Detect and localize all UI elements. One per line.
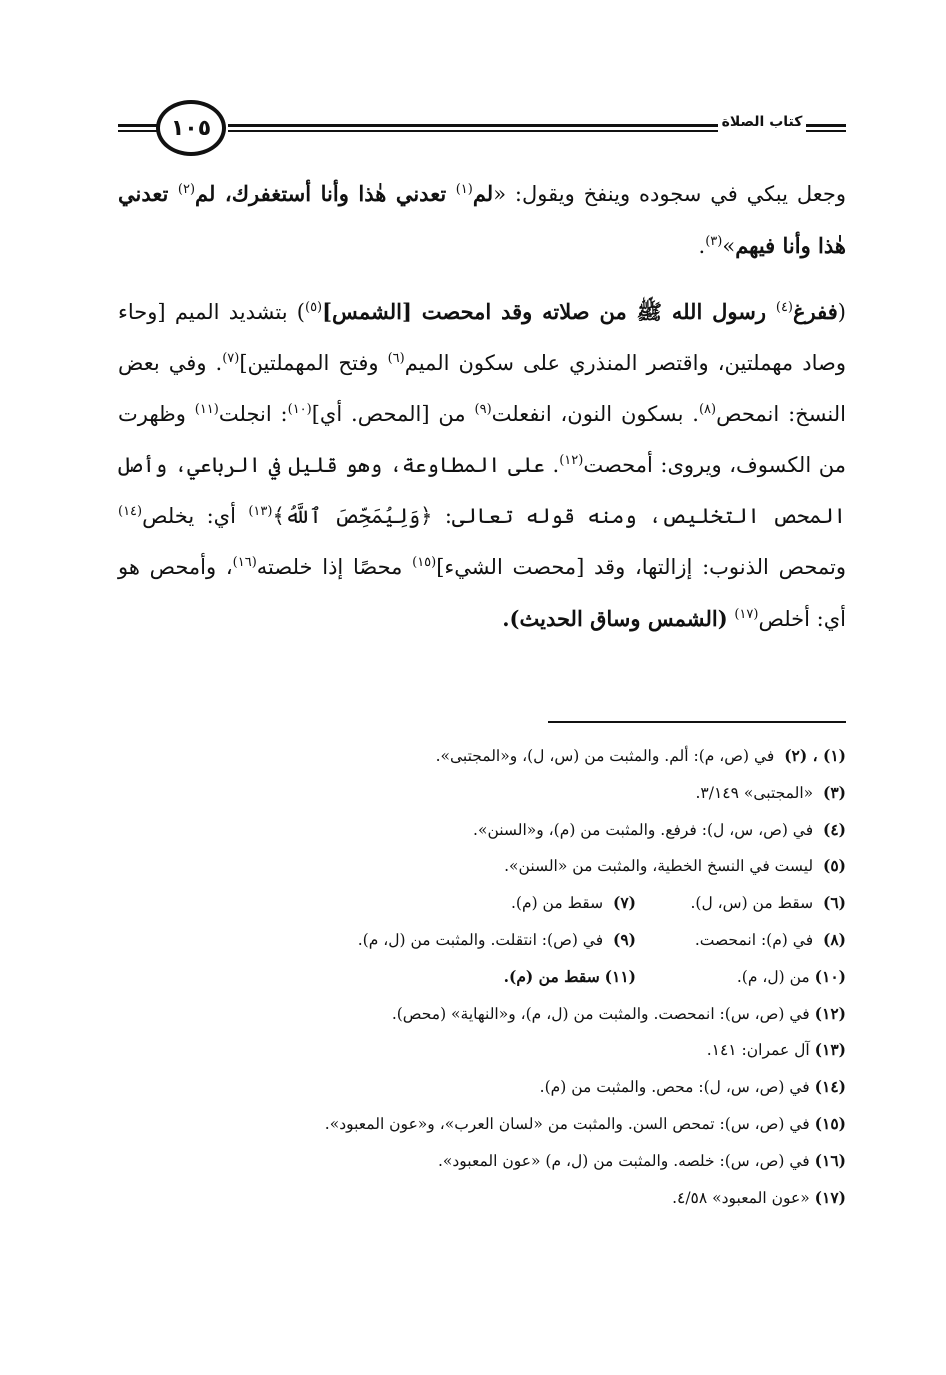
footnote-ref: (١٧) <box>734 607 759 622</box>
footnote-number: (٥) <box>822 856 846 876</box>
footnote-number: (١٧) <box>814 1187 846 1207</box>
text-run: محصًا إذا خلصته <box>256 555 413 579</box>
footnote-text: في (ص): انتقلت. والمثبت من (ل، م). <box>357 930 604 949</box>
footnote-number: (١٣) <box>814 1040 846 1060</box>
footnote-text: من (ل، م). <box>736 967 810 986</box>
footnote-number: (١٤) <box>814 1077 846 1097</box>
footnote-number: (١) ، (٢) <box>784 746 846 765</box>
footnote-text: سقط من (م). <box>503 966 600 986</box>
footnote <box>118 812 846 849</box>
footnote <box>636 885 846 922</box>
footnote-number: (١٦) <box>814 1150 846 1170</box>
footnote-number: (٨) <box>822 929 846 949</box>
text-run: . على المطاوعة، وهو قليل في الرباعي، وأصل المحص التخليص، ومنه قوله تعالى: ﴿وَلِيُمَحِّصَ ٱللَّهُ﴾ <box>118 453 846 528</box>
footnote-ref: (٧) <box>222 351 240 366</box>
footnote-text: سقط من (س، ل). <box>690 894 814 913</box>
footnote-ref: (١٢) <box>559 453 584 468</box>
footnote-number: (٧) <box>612 893 636 913</box>
text-run: . وفي بعض النسخ: انمحص <box>118 351 846 426</box>
hadith-text: تعدني هٰذا وأنا أستغفرك، لم <box>195 181 456 206</box>
page-number: ١٠٥ <box>156 100 226 156</box>
footnote-text: ليست في النسخ الخطية، والمثبت من «السنن». <box>504 857 814 876</box>
page-header <box>118 96 846 160</box>
footnote-number: (١٠) <box>814 966 846 986</box>
footnotes <box>118 738 846 1216</box>
text-run: : انجلت <box>218 402 288 426</box>
header-rule <box>118 130 158 132</box>
footnote-text: سقط من (م). <box>511 894 604 913</box>
text-run: » <box>722 234 736 258</box>
footnote <box>426 885 636 922</box>
footnote-ref: (١٣) <box>248 504 273 519</box>
footnote-text: آل عمران: ١٤١. <box>706 1041 810 1060</box>
header-rule <box>228 124 718 127</box>
text-run: من [المحص. أي] <box>311 402 475 426</box>
footnote-number: (١٥) <box>814 1113 846 1133</box>
footnote-ref: (٤) <box>775 300 793 315</box>
text-run: أي: يخلص <box>142 504 249 528</box>
footnote-ref: (١١) <box>194 402 219 417</box>
footnote <box>426 959 636 996</box>
text-run: وظهرت من الكسوف، ويروى: أمحصت <box>118 402 846 477</box>
running-title: كتاب الصلاة <box>718 114 806 130</box>
footnote-text: «عون المعبود» ٤/٥٨. <box>672 1188 810 1207</box>
hadith-text: ففرغ <box>793 299 838 324</box>
footnote-ref: (٩) <box>474 402 492 417</box>
footnote-ref: (١٠) <box>287 402 312 417</box>
paragraph <box>118 168 846 272</box>
footnote-pair <box>118 959 846 996</box>
footnote <box>636 922 846 959</box>
main-text <box>118 168 846 645</box>
text-run: . بسكون النون، انفعلت <box>491 402 699 426</box>
footnote-text: «المجتبى» ٣/١٤٩. <box>695 783 814 802</box>
footnote <box>118 775 846 812</box>
text-run: . <box>698 234 706 258</box>
text-run: وفتح المهملتين] <box>239 351 388 375</box>
footnote-ref: (١٦) <box>232 555 257 570</box>
footnote-text: في (ص، م): ألم. والمثبت من (س، ل)، و«المجتبى». <box>435 747 775 765</box>
footnote <box>118 1180 846 1217</box>
footnote-number: (٦) <box>822 893 846 913</box>
hadith-text: رسول الله ﷺ من صلاته وقد امحصت [الشمس] <box>322 299 776 324</box>
text-run: ( <box>837 300 846 324</box>
footnote-number: (٤) <box>822 819 846 839</box>
hadith-text: (الشمس وساق الحديث). <box>502 606 728 631</box>
footnote <box>118 848 846 885</box>
footnote <box>356 922 636 959</box>
footnote <box>118 1143 846 1180</box>
footnote <box>118 738 846 775</box>
footnote-pair <box>118 922 846 959</box>
header-rule <box>806 130 846 132</box>
footnote-ref: (١) <box>455 182 473 197</box>
footnote-number: (١٢) <box>814 1003 846 1023</box>
footnote-ref: (٢) <box>177 182 196 197</box>
footnote-text: في (ص، س): خلصه. والمثبت من (ل، م) «عون المعبود». <box>437 1151 810 1170</box>
text-run: وتمحص الذنوب: إزالتها، وقد [محصت الشيء] <box>436 555 846 579</box>
footnote <box>118 1069 846 1106</box>
footnote <box>636 959 846 996</box>
footnote-ref: (٣) <box>705 234 723 249</box>
footnote-number: (٩) <box>612 929 636 949</box>
footnote <box>118 1032 846 1069</box>
hadith-text: تعدني هٰذا وأنا فيهم <box>118 181 846 258</box>
footnote-ref: (٥) <box>304 300 323 315</box>
text-run: وجعل يبكي في سجوده وينفخ ويقول: « <box>493 182 846 206</box>
text-run: ) بتشديد الميم [وحاء وصاد مهملتين، واقتصر المنذري على سكون الميم <box>118 300 846 375</box>
footnote-number: (١١) <box>604 966 636 986</box>
footnote-ref: (٦) <box>387 351 405 366</box>
footnote-separator <box>548 721 846 723</box>
footnote-number: (٣) <box>822 782 846 802</box>
header-rule <box>118 124 158 127</box>
footnote-text: في (ص، س، ل): فرفع. والمثبت من (م)، و«السنن». <box>473 820 814 839</box>
footnote-text: في (م): انمحصت. <box>694 930 814 949</box>
footnote-text: في (ص، س): انمحصت. والمثبت من (ل، م)، و«النهاية» (محص). <box>391 1004 810 1023</box>
footnote-ref: (١٤) <box>118 504 143 519</box>
paragraph <box>118 286 846 645</box>
text-run: ، وأمحص هو أي: أخلص <box>118 555 846 631</box>
footnote-text: في (ص، س): تمحص السن. والمثبت من «لسان العرب»، و«عون المعبود». <box>324 1114 810 1133</box>
hadith-text: لم <box>472 181 494 206</box>
footnote-ref: (١٥) <box>412 555 437 570</box>
footnote-pair <box>118 885 846 922</box>
header-rule <box>228 130 718 132</box>
footnote <box>118 1106 846 1143</box>
footnote-ref: (٨) <box>698 402 717 417</box>
footnote-text: في (ص، س، ل): محص. والمثبت من (م). <box>539 1078 810 1097</box>
footnote <box>118 996 846 1033</box>
header-rule <box>806 124 846 127</box>
